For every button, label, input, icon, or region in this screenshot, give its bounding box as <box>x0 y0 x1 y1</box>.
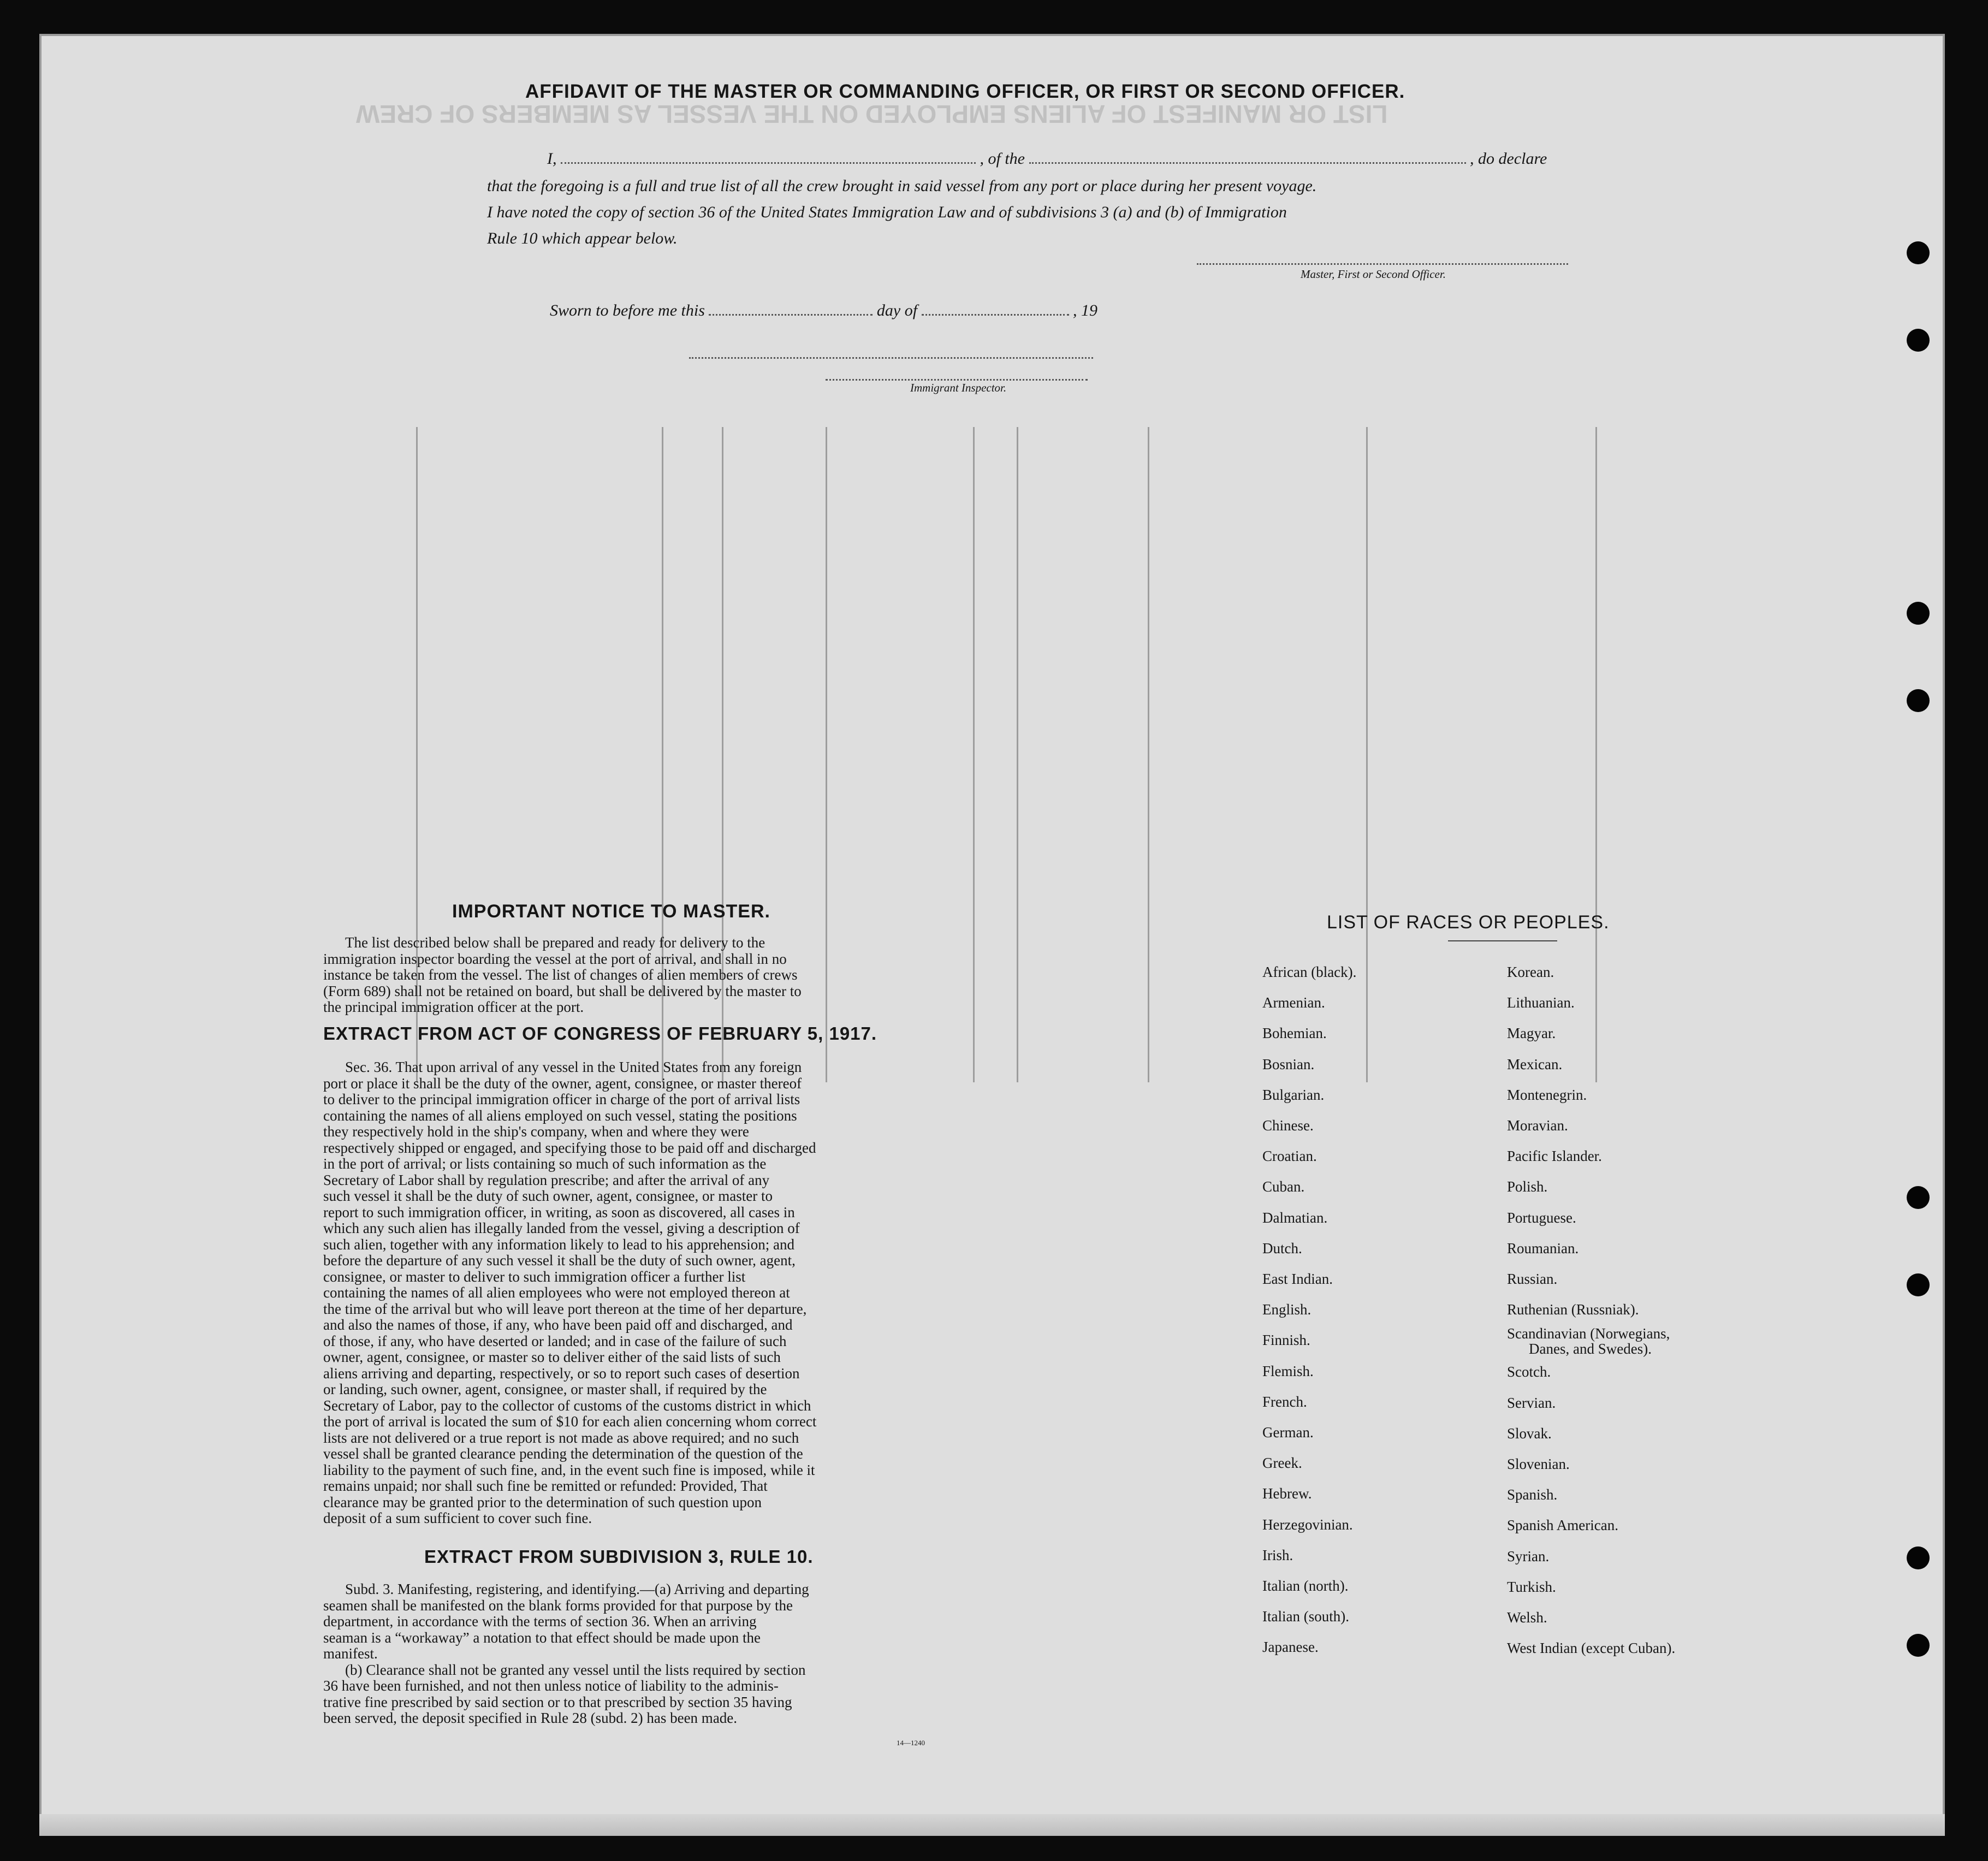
race-item: Pacific Islander. <box>1507 1148 1602 1165</box>
races-title-rule <box>1448 940 1557 941</box>
act-line: port or place it shall be the duty of the owner, agent, consignee, or master thereof <box>323 1075 802 1092</box>
race-item: Slovenian. <box>1507 1456 1570 1473</box>
race-item: Danes, and Swedes). <box>1529 1341 1652 1358</box>
races-title: LIST OF RACES OR PEOPLES. <box>1327 912 1610 933</box>
sworn-month-blank <box>922 314 1069 316</box>
race-item: Hebrew. <box>1262 1485 1312 1502</box>
race-item: English. <box>1262 1301 1312 1318</box>
punch-hole <box>1907 602 1930 625</box>
bleed-column-rule <box>1148 427 1149 1082</box>
bleed-column-rule <box>1366 427 1368 1082</box>
race-item: Greek. <box>1262 1455 1302 1472</box>
race-item: Servian. <box>1507 1394 1556 1411</box>
act-line: containing the names of all alien employees who were not employed thereon at <box>323 1284 790 1301</box>
affidavit-title: AFFIDAVIT OF THE MASTER OR COMMANDING OFFICER, OR FIRST OR SECOND OFFICER. <box>525 81 1405 102</box>
document-page <box>39 34 1945 1836</box>
rule-text <box>323 1581 1000 1727</box>
race-item: Slovak. <box>1507 1425 1552 1442</box>
race-item: Flemish. <box>1262 1362 1314 1379</box>
act-line: the time of the arrival but who will leave port thereon at the time of her departure, <box>323 1300 807 1317</box>
act-line: clearance may be granted prior to the determination of such question upon <box>323 1493 762 1510</box>
rule-line: been served, the deposit specified in Rule 28 (subd. 2) has been made. <box>323 1710 738 1726</box>
rule-title: EXTRACT FROM SUBDIVISION 3, RULE 10. <box>424 1546 814 1567</box>
race-item: Welsh. <box>1507 1609 1547 1626</box>
race-item: Roumanian. <box>1507 1240 1579 1257</box>
race-item: West Indian (except Cuban). <box>1507 1640 1676 1657</box>
race-item: Scotch. <box>1507 1364 1551 1380</box>
affidavit-line-2: that the foregoing is a full and true list of all the crew brought in said vessel from any port or place during her present voyage. <box>487 177 1317 195</box>
bleed-through-title: LIST OR MANIFEST OF ALIENS EMPLOYED ON THE VESSEL AS MEMBERS OF CREW <box>356 100 1388 128</box>
act-line: remains unpaid; nor shall such fine be remitted or refunded: Provided, That <box>323 1478 768 1494</box>
affidavit-i-label: I, <box>547 150 557 168</box>
race-item: Scandinavian (Norwegians, <box>1507 1325 1670 1342</box>
punch-hole <box>1907 1634 1930 1657</box>
race-item: Bulgarian. <box>1262 1086 1325 1103</box>
rule-line: seamen shall be manifested on the blank forms provided for that purpose by the <box>323 1597 793 1614</box>
rule-line: department, in accordance with the terms of section 36. When an arriving <box>323 1613 757 1629</box>
race-item: Mexican. <box>1507 1056 1563 1072</box>
race-item: Syrian. <box>1507 1548 1550 1564</box>
notice-line: instance be taken from the vessel. The list of changes of alien members of crews <box>323 967 798 983</box>
race-item: Moravian. <box>1507 1117 1568 1134</box>
affidavit-line-4: Rule 10 which appear below. <box>487 229 678 247</box>
race-item: Cuban. <box>1262 1178 1305 1195</box>
race-item: Herzegovinian. <box>1262 1516 1353 1533</box>
race-item: Spanish American. <box>1507 1517 1618 1534</box>
rule-line: 36 have been furnished, and not then unless notice of liability to the adminis- <box>323 1678 779 1694</box>
vessel-blank <box>1029 162 1466 164</box>
rule-line: manifest. <box>323 1645 378 1662</box>
sworn-day-of: day of <box>876 301 918 319</box>
inspector-line-2 <box>826 379 1088 381</box>
act-line: Secretary of Labor shall by regulation prescribe; and after the arrival of any <box>323 1171 770 1188</box>
race-item: Finnish. <box>1262 1332 1310 1349</box>
inspector-caption: Immigrant Inspector. <box>910 381 1007 394</box>
punch-hole <box>1907 1546 1930 1569</box>
act-line: and also the names of those, if any, who have been paid off and discharged, and <box>323 1317 793 1333</box>
rule-line: Subd. 3. Manifesting, registering, and identifying.—(a) Arriving and departing <box>345 1581 809 1597</box>
act-line: in the port of arrival; or lists containing so much of such information as the <box>323 1155 767 1172</box>
form-number: 14—1240 <box>897 1739 925 1747</box>
punch-hole <box>1907 689 1930 712</box>
act-line: the port of arrival is located the sum of $10 for each alien concerning whom correct <box>323 1413 817 1430</box>
race-item: East Indian. <box>1262 1271 1333 1288</box>
race-item: Magyar. <box>1507 1025 1556 1042</box>
act-line: which any such alien has illegally landed from the vessel, giving a description of <box>323 1220 800 1236</box>
rule-line: seaman is a “workaway” a notation to that effect should be made upon the <box>323 1629 761 1646</box>
race-item: Chinese. <box>1262 1117 1314 1134</box>
act-line: such alien, together with any information likely to lead to his apprehension; and <box>323 1236 795 1253</box>
rule-line: (b) Clearance shall not be granted any vessel until the lists required by section <box>345 1661 806 1678</box>
notice-line: the principal immigration officer at the port. <box>323 999 584 1015</box>
races-left-column <box>1262 957 1356 1663</box>
act-line: Secretary of Labor, pay to the collector of customs of the customs district in which <box>323 1397 811 1414</box>
act-line: of those, if any, who have deserted or landed; and in case of the failure of such <box>323 1332 787 1349</box>
race-item: Korean. <box>1507 964 1554 980</box>
inspector-line-1 <box>689 357 1093 359</box>
race-item: Turkish. <box>1507 1578 1556 1595</box>
punch-hole <box>1907 1186 1930 1209</box>
race-item: Portuguese. <box>1507 1209 1576 1226</box>
race-item: Ruthenian (Russniak). <box>1507 1301 1639 1318</box>
affidavit-of-the: , of the <box>980 150 1025 168</box>
race-item: Italian (north). <box>1262 1578 1349 1595</box>
act-line: respectively shipped or engaged, and specifying those to be paid off and discharged <box>323 1139 816 1156</box>
act-line: before the departure of any such vessel it shall be the duty of such owner, agent, <box>323 1252 796 1269</box>
punch-hole <box>1907 329 1930 352</box>
race-item: African (black). <box>1262 964 1357 980</box>
race-item: Irish. <box>1262 1546 1293 1563</box>
sworn-label: Sworn to before me this <box>550 301 705 319</box>
bleed-column-rule <box>1017 427 1018 1082</box>
notice-line: (Form 689) shall not be retained on board, but shall be delivered by the master to <box>323 982 802 999</box>
race-item: Armenian. <box>1262 994 1325 1011</box>
race-item: Dalmatian. <box>1262 1209 1328 1226</box>
act-line: lists are not delivered or a true report is not made as above required; and no such <box>323 1429 799 1446</box>
act-line: liability to the payment of such fine, and, in the event such fine is imposed, while it <box>323 1461 815 1478</box>
act-title: EXTRACT FROM ACT OF CONGRESS OF FEBRUARY 5, 1917. <box>323 1023 877 1044</box>
race-item: Bohemian. <box>1262 1025 1327 1042</box>
act-line: Sec. 36. That upon arrival of any vessel in the United States from any foreign <box>345 1059 802 1075</box>
notice-text <box>323 935 1000 1016</box>
race-item: French. <box>1262 1393 1307 1410</box>
race-item: Montenegrin. <box>1507 1086 1587 1103</box>
act-line: aliens arriving and departing, respectively, or so to report such cases of desertion <box>323 1365 800 1382</box>
affidavit-do-declare: , do declare <box>1470 150 1547 168</box>
act-line: vessel shall be granted clearance pending the determination of the question of the <box>323 1445 803 1462</box>
act-line: to deliver to the principal immigration officer in charge of the port of arrival lists <box>323 1091 800 1107</box>
race-item: Croatian. <box>1262 1148 1317 1165</box>
race-item: Lithuanian. <box>1507 994 1575 1011</box>
signature-caption: Master, First or Second Officer. <box>1301 268 1446 281</box>
act-line: they respectively hold in the ship's company, when and where they were <box>323 1123 749 1140</box>
act-line: such vessel it shall be the duty of such owner, agent, consignee, or master to <box>323 1188 773 1204</box>
race-item: Spanish. <box>1507 1486 1558 1503</box>
race-item: Russian. <box>1507 1271 1558 1288</box>
sworn-line <box>550 301 1097 320</box>
race-item: German. <box>1262 1424 1314 1441</box>
affidavit-line-1 <box>547 150 1547 168</box>
punch-hole <box>1907 1273 1930 1296</box>
notice-line: immigration inspector boarding the vessel at the port of arrival, and shall in no <box>323 950 787 967</box>
act-line: deposit of a sum sufficient to cover such fine. <box>323 1510 592 1526</box>
act-line: report to such immigration officer, in writing, as soon as discovered, all cases in <box>323 1204 795 1220</box>
affidavit-line-3: I have noted the copy of section 36 of the United States Immigration Law and of subdivisions 3 (a) and (b) of Immigration <box>487 203 1287 221</box>
act-line: or landing, such owner, agent, consignee, or master shall, if required by the <box>323 1381 767 1397</box>
race-item: Polish. <box>1507 1178 1548 1195</box>
sworn-day-blank <box>709 314 873 316</box>
signature-line <box>1197 263 1568 265</box>
race-item: Bosnian. <box>1262 1056 1315 1072</box>
race-item: Japanese. <box>1262 1639 1319 1656</box>
notice-line: The list described below shall be prepared and ready for delivery to the <box>345 934 765 951</box>
notice-title: IMPORTANT NOTICE TO MASTER. <box>452 901 770 922</box>
sworn-year-prefix: , 19 <box>1073 301 1098 319</box>
act-text <box>323 1059 1000 1527</box>
punch-hole <box>1907 241 1930 264</box>
rule-line: trative fine prescribed by said section or to that prescribed by section 35 having <box>323 1693 792 1710</box>
act-line: containing the names of all aliens employed on such vessel, stating the positions <box>323 1107 797 1124</box>
name-blank <box>561 162 976 164</box>
act-line: consignee, or master to deliver to such immigration officer a further list <box>323 1268 746 1285</box>
race-item: Italian (south). <box>1262 1608 1349 1625</box>
race-item: Dutch. <box>1262 1240 1302 1257</box>
act-line: owner, agent, consignee, or master so to deliver either of the said lists of such <box>323 1349 781 1365</box>
races-right-column <box>1507 957 1675 1663</box>
